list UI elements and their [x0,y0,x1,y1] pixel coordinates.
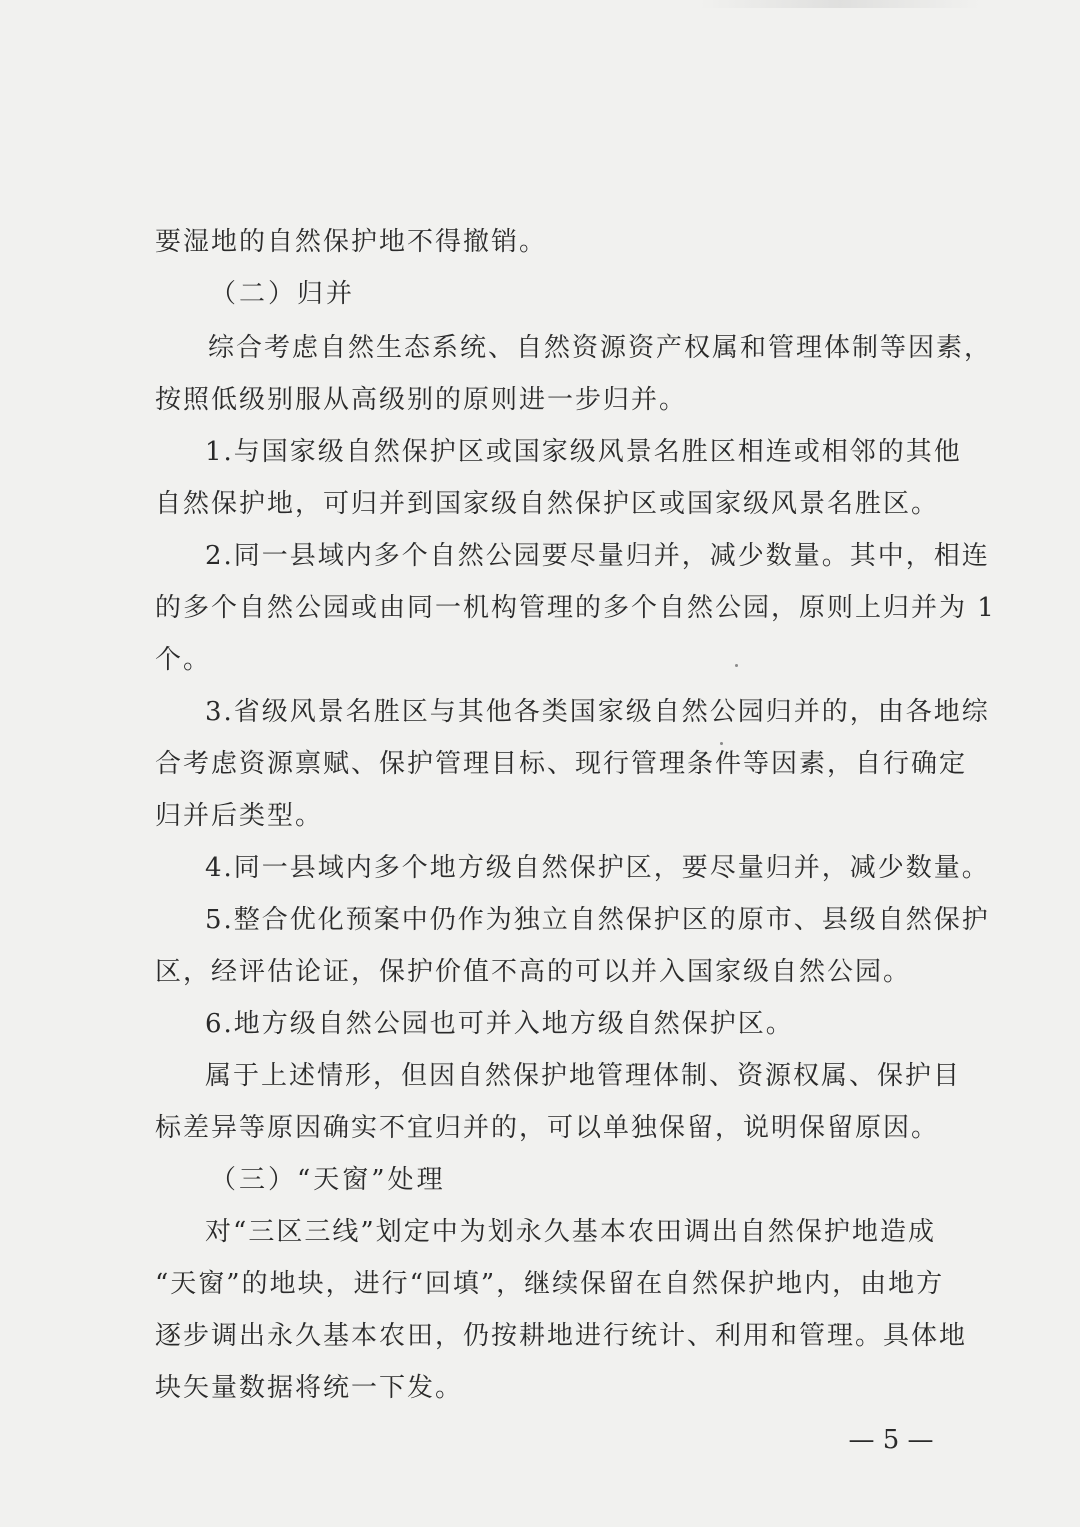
text-line-20: 对“三区三线”划定中为划永久基本农田调出自然保护地造成 [205,1217,936,1247]
scan-speck [735,664,738,667]
scan-smudge [700,0,980,8]
text-line-9: 个。 [155,645,212,675]
text-line-16: 6.地方级自然公园也可并入地方级自然保护区。 [205,1009,794,1039]
text-line-15: 区，经评估论证，保护价值不高的可以并入国家级自然公园。 [155,957,912,987]
text-line-11: 合考虑资源禀赋、保护管理目标、现行管理条件等因素，自行确定 [155,749,968,779]
text-line-5: 1.与国家级自然保护区或国家级风景名胜区相连或相邻的其他 [205,437,962,467]
text-line-12: 归并后类型。 [155,801,324,831]
text-line-8: 的多个自然公园或由同一机构管理的多个自然公园，原则上归并为 1 [155,593,996,623]
text-line-14: 5.整合优化预案中仍作为独立自然保护区的原市、县级自然保护 [205,905,990,935]
scan-speck [720,742,723,745]
text-line-7: 2.同一县域内多个自然公园要尽量归并，减少数量。其中，相连 [205,541,990,571]
text-line-18: 标差异等原因确实不宜归并的，可以单独保留，说明保留原因。 [155,1113,940,1143]
text-line-6: 自然保护地，可归并到国家级自然保护区或国家级风景名胜区。 [155,489,940,519]
page-number: — 5 — [848,1425,934,1455]
text-line-17: 属于上述情形，但因自然保护地管理体制、资源权属、保护目 [205,1061,962,1091]
text-line-21: “天窗”的地块，进行“回填”，继续保留在自然保护地内，由地方 [155,1269,945,1299]
text-line-4: 按照低级别服从高级别的原则进一步归并。 [155,385,688,415]
text-line-1: 要湿地的自然保护地不得撤销。 [155,227,548,257]
text-line-13: 4.同一县域内多个地方级自然保护区，要尽量归并，减少数量。 [205,853,990,883]
text-line-23: 块矢量数据将统一下发。 [155,1373,464,1403]
text-line-3: 综合考虑自然生态系统、自然资源资产权属和管理体制等因素， [208,333,993,363]
text-line-10: 3.省级风景名胜区与其他各类国家级自然公园归并的，由各地综 [205,697,990,727]
section-heading-skylight: （三）“天窗”处理 [210,1165,446,1195]
section-heading-merge: （二）归并 [210,279,356,309]
text-line-22: 逐步调出永久基本农田，仍按耕地进行统计、利用和管理。具体地 [155,1321,968,1351]
